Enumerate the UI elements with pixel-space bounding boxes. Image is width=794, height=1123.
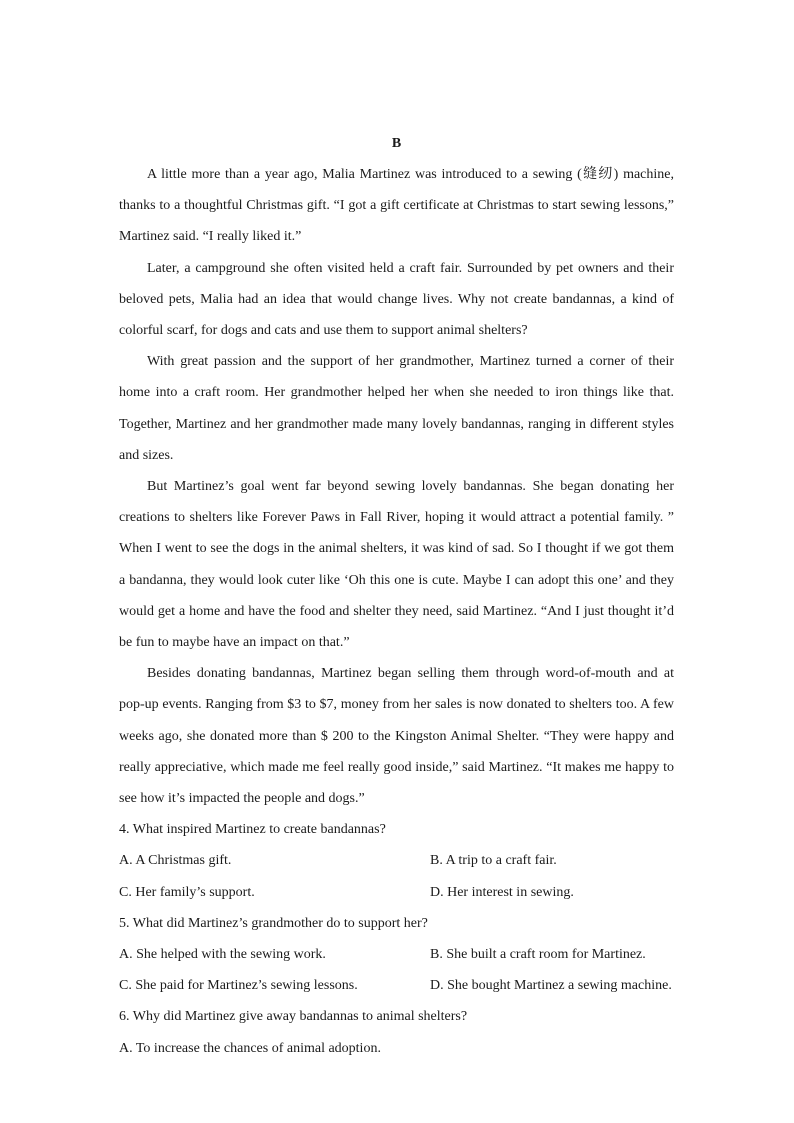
document-page bbox=[119, 128, 674, 1064]
question-5-option-c: C. She paid for Martinez’s sewing lessons. bbox=[119, 978, 358, 994]
question-6-options bbox=[119, 1033, 674, 1064]
question-4 bbox=[119, 814, 674, 908]
paragraph-3: With great passion and the support of her grandmother, Martinez turned a corner of their home into a craft room. Her grandmother helped her when she needed to iron things like that. Together, Martinez and her grandmother made many lovely bandannas, ranging in different styles and sizes. bbox=[119, 354, 674, 463]
question-5-option-a: A. She helped with the sewing work. bbox=[119, 947, 326, 963]
question-6-option-a: A. To increase the chances of animal adoption. bbox=[119, 1040, 381, 1056]
paragraph-5: Besides donating bandannas, Martinez began selling them through word-of-mouth and at pop-up events. Ranging from $3 to $7, money from her sales is now donated to shelters too. A few weeks ago, she donated more than $ 200 to the Kingston Animal Shelter. “They were happy and really appreciative, which made me feel really good inside,” said Martinez. “It makes me happy to see how it’s impacted the people and dogs.” bbox=[119, 666, 674, 807]
question-5-option-b: B. She built a craft room for Martinez. bbox=[430, 947, 646, 963]
question-4-option-c: C. Her family’s support. bbox=[119, 884, 255, 900]
question-4-options bbox=[119, 845, 674, 907]
question-5-stem: 5. What did Martinez’s grandmother do to support her? bbox=[119, 915, 428, 931]
question-4-option-b: B. A trip to a craft fair. bbox=[430, 853, 557, 869]
question-4-option-d: D. Her interest in sewing. bbox=[430, 884, 574, 900]
question-5-option-d: D. She bought Martinez a sewing machine. bbox=[430, 978, 672, 994]
paragraph-2: Later, a campground she often visited held a craft fair. Surrounded by pet owners and their beloved pets, Malia had an idea that would change lives. Why not create bandannas, a kind of colorful scarf, for dogs and cats and use them to support animal shelters? bbox=[119, 260, 674, 339]
paragraph-4: But Martinez’s goal went far beyond sewing lovely bandannas. She began donating her creations to shelters like Forever Paws in Fall River, hoping it would attract a potential family. ” When I went to see the dogs in the animal shelters, it was kind of sad. So I thought if we got them a bandanna, they would look cuter like ‘Oh this one is cute. Maybe I can adopt this one’ and they would get a home and have the food and shelter they need, said Martinez. “And I just thought it’d be fun to maybe have an impact on that.” bbox=[119, 479, 674, 651]
question-6-stem: 6. Why did Martinez give away bandannas to animal shelters? bbox=[119, 1009, 468, 1025]
question-6 bbox=[119, 1001, 674, 1063]
question-4-stem: 4. What inspired Martinez to create bandannas? bbox=[119, 822, 386, 838]
question-5-options bbox=[119, 939, 674, 1001]
section-title: B bbox=[391, 136, 402, 151]
paragraph-1: A little more than a year ago, Malia Martinez was introduced to a sewing (缝纫) machine, thanks to a thoughtful Christmas gift. “I got a gift certificate at Christmas to start sewing lessons,” Martinez said. “I really liked it.” bbox=[119, 167, 674, 245]
question-4-option-a: A. A Christmas gift. bbox=[119, 853, 232, 869]
question-5 bbox=[119, 908, 674, 1002]
